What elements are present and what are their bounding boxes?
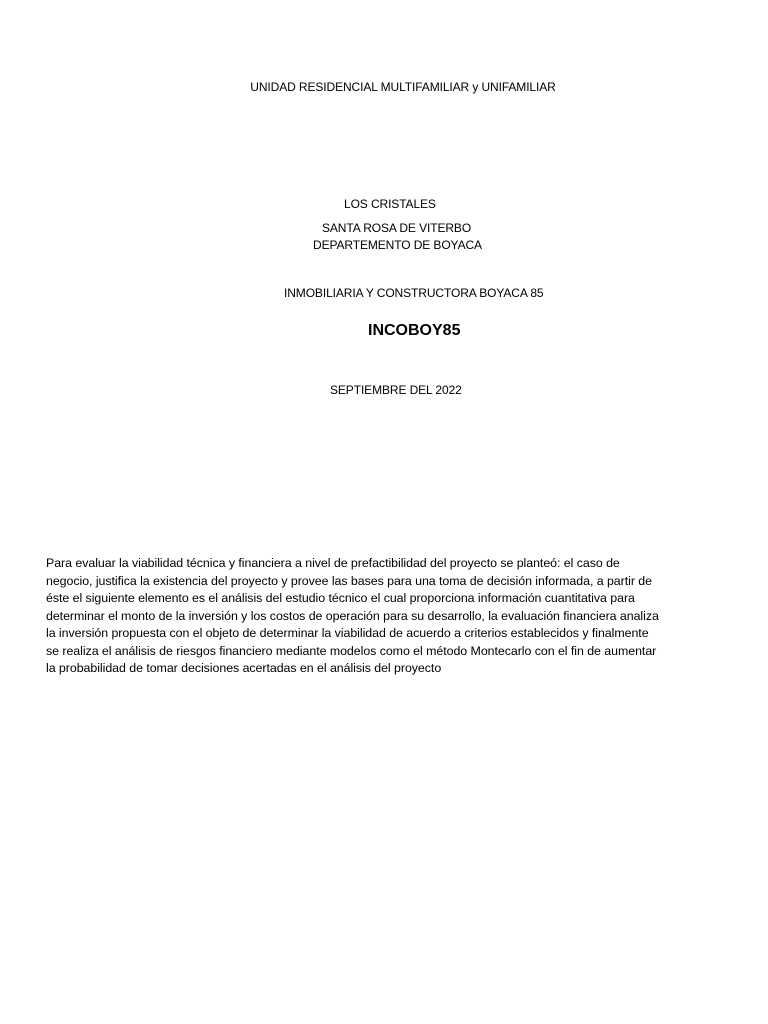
paragraph-line: Para evaluar la viabilidad técnica y financiera a nivel de prefactibilidad del proyecto se planteó: el caso de <box>46 556 620 570</box>
paragraph-line: se realiza el análisis de riesgos financiero mediante modelos como el método Montecarlo con el fin de aumentar <box>46 643 657 658</box>
paragraph-line: la inversión propuesta con el objeto de determinar la viabilidad de acuerdo a criterios establecidos y finalmente <box>46 626 649 640</box>
company-name: INMOBILIARIA Y CONSTRUCTORA BOYACA 85 <box>284 286 544 300</box>
paragraph-line: determinar el monto de la inversión y los costos de operación para su desarrollo, la evaluación financiera analiza <box>46 608 659 623</box>
brand-name: INCOBOY85 <box>368 322 461 339</box>
project-name: LOS CRISTALES <box>344 197 436 211</box>
paragraph-line: éste el siguiente elemento es el análisis del estudio técnico el cual proporciona información cuantitativa para <box>46 591 635 605</box>
location-department: DEPARTEMENTO DE BOYACA <box>313 238 482 252</box>
location-city: SANTA ROSA DE VITERBO <box>322 221 472 235</box>
summary-paragraph <box>46 555 726 678</box>
paragraph-line: negocio, justifica la existencia del proyecto y provee las bases para una toma de decisión informada, a partir de <box>46 573 652 588</box>
document-title: UNIDAD RESIDENCIAL MULTIFAMILIAR y UNIFAMILIAR <box>250 80 556 94</box>
paragraph-line: la probabilidad de tomar decisiones acertadas en el análisis del proyecto <box>46 661 442 675</box>
document-date: SEPTIEMBRE DEL 2022 <box>330 383 462 397</box>
